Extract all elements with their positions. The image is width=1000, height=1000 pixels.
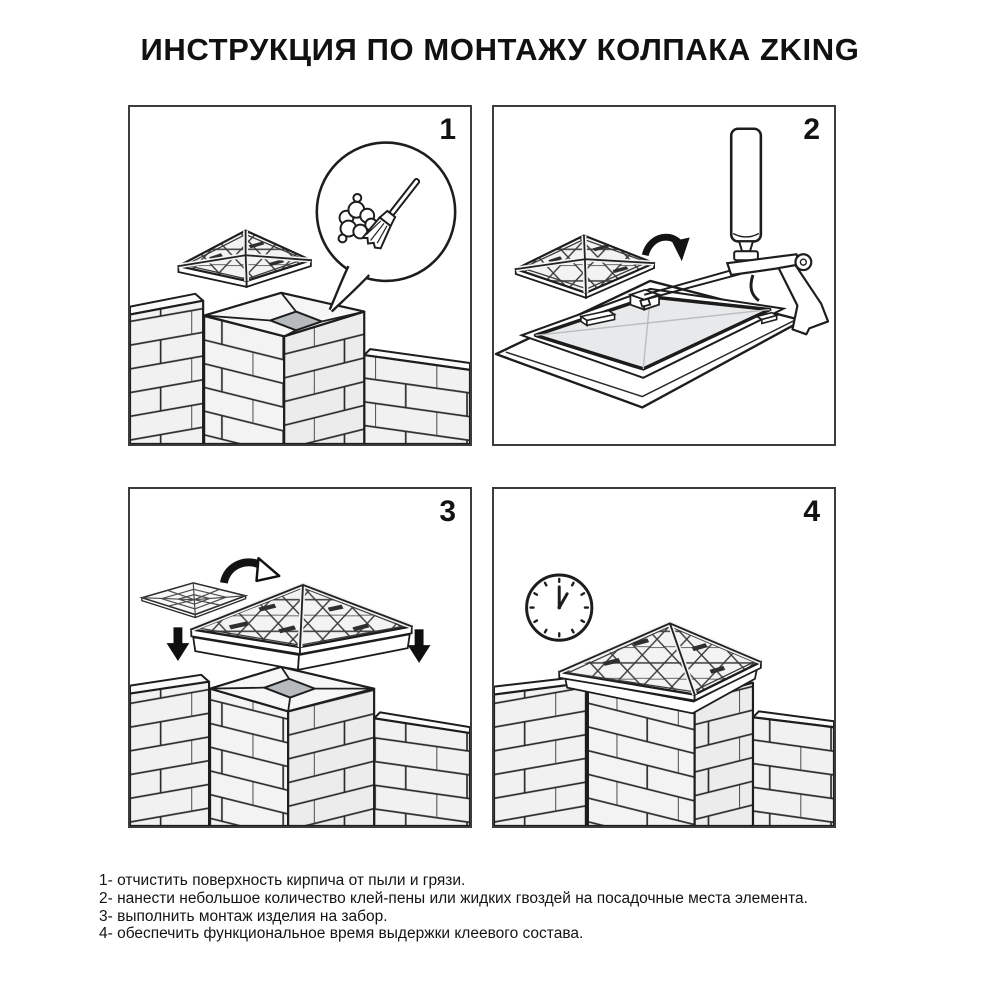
step-text-1: 1- отчистить поверхность кирпича от пыли и грязи. [99,872,466,889]
chimney-cap [178,231,310,287]
illustration-finished-wait [494,489,834,826]
step-number: 1 [439,113,456,146]
panel-step-3 [128,487,472,828]
step-number: 4 [803,495,820,528]
step-number: 2 [803,113,820,146]
flip-arrow-icon [224,558,279,583]
step-number: 3 [439,495,456,528]
step-text-2: 2- нанести небольшое количество клей-пены или жидких гвоздей на посадочные места элемента. [99,889,808,907]
clock-icon [527,575,592,640]
illustration-clean-surface [130,107,470,444]
panel-step-4 [492,487,836,828]
speech-bubble [317,143,455,312]
down-arrow-icon [167,627,190,661]
foam-canister [731,129,761,242]
illustration-apply-glue [494,107,834,444]
down-arrow-icon [408,629,431,663]
flip-arrow-icon [645,237,689,261]
step-list [99,872,808,943]
step-text-3: 3- выполнить монтаж изделия на забор. [99,907,388,925]
brick-fence-and-pillar [130,293,470,444]
page-title: ИНСТРУКЦИЯ ПО МОНТАЖУ КОЛПАКА ZKING [140,32,860,67]
illustration-mount-cap [130,489,470,826]
brick-fence-and-pillar [130,667,470,826]
panel-step-1 [128,105,472,446]
panel-step-2 [492,105,836,446]
step-text-4: 4- обеспечить функциональное время выдержки клеевого состава. [99,925,584,943]
